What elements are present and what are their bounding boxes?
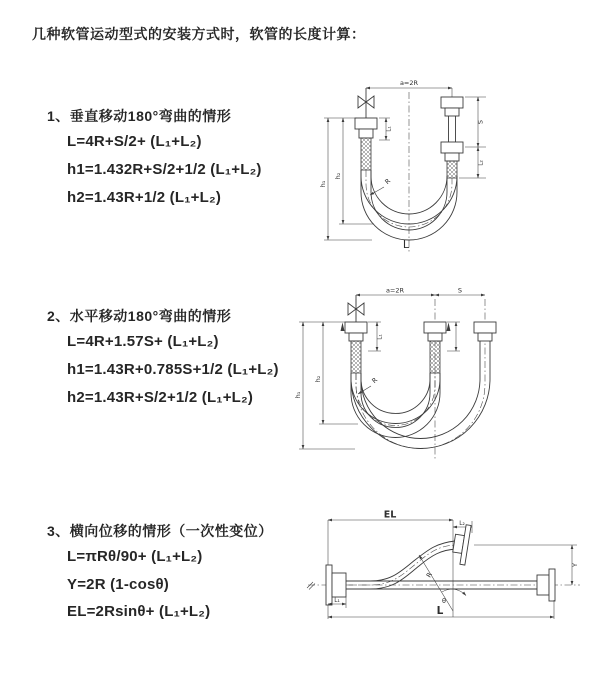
pipe-axis-break-mark xyxy=(307,582,315,590)
l-label: L xyxy=(436,605,444,617)
page-title: 几种软管运动型式的安装方式时，软管的长度计算： xyxy=(32,26,366,42)
l2-label: L₂ xyxy=(459,521,465,527)
dimension-l1 xyxy=(379,118,393,140)
dimension-s xyxy=(435,287,485,295)
section2-heading: 2、水平移动180°弯曲的情形 xyxy=(47,308,232,324)
a2r-label: a=2R xyxy=(399,79,419,87)
valve-icon xyxy=(348,295,364,322)
s-label: S xyxy=(457,287,463,295)
section1-formula-L: L=4R+S/2+ (L₁+L₂) xyxy=(67,133,202,150)
diagram-horizontal-180-bend xyxy=(280,287,550,467)
h2-label: h₂ xyxy=(314,375,322,383)
section3-formula-Y: Y=2R (1-cosθ) xyxy=(67,576,169,593)
braided-hose-section xyxy=(447,161,457,178)
section2-formula-h1: h1=1.43R+0.785S+1/2 (L₁+L₂) xyxy=(67,361,279,378)
section1-heading: 1、垂直移动180°弯曲的情形 xyxy=(47,108,232,124)
right-fitting xyxy=(474,322,496,341)
right-flange-original xyxy=(537,569,555,601)
r-label: R xyxy=(383,177,393,187)
section1-formula-h1: h1=1.432R+S/2+1/2 (L₁+L₂) xyxy=(67,161,262,178)
s-label: S xyxy=(476,119,485,125)
el-label: EL xyxy=(383,509,397,521)
section1-formula-h2: h2=1.43R+1/2 (L₁+L₂) xyxy=(67,189,222,206)
dimension-h1 xyxy=(294,322,355,449)
left-fitting xyxy=(345,322,367,373)
radius-callout xyxy=(370,177,392,195)
diagram-vertical-180-bend xyxy=(300,68,510,263)
diagram-lateral-displacement xyxy=(300,505,600,660)
h2-label: h₂ xyxy=(334,172,342,180)
middle-fitting xyxy=(424,322,446,373)
a2r-label: a=2R xyxy=(385,287,405,295)
dimension-el xyxy=(328,510,453,620)
y-label: Y xyxy=(571,563,579,567)
braided-hose-section xyxy=(361,138,371,170)
l2-label: L₂ xyxy=(478,160,485,166)
dimension-l1 xyxy=(368,322,384,351)
length-label: L xyxy=(402,238,410,251)
hose-u-bends xyxy=(351,373,440,438)
direction-arrow xyxy=(447,323,451,332)
l1-label: L₁ xyxy=(377,334,384,340)
braided-hose-section xyxy=(430,341,440,373)
section2-formula-L: L=4R+1.57S+ (L₁+L₂) xyxy=(67,333,219,350)
section3-heading: 3、横向位移的情形（一次性变位） xyxy=(47,523,273,539)
theta-label: θ xyxy=(442,597,446,605)
r-label: R xyxy=(424,570,434,579)
dimension-a2r xyxy=(356,287,435,295)
pipe-axis-lines xyxy=(356,299,485,323)
left-fitting xyxy=(355,118,377,170)
h1-label: h₁ xyxy=(319,180,327,188)
braided-hose-section xyxy=(351,341,361,373)
l1-label: L₁ xyxy=(386,126,393,132)
hose-swept-position xyxy=(351,341,490,449)
direction-arrow xyxy=(341,323,345,332)
radius-construction xyxy=(419,555,466,611)
section3-formula-L: L=πRθ/90+ (L₁+L₂) xyxy=(67,548,203,565)
h1-label: h₁ xyxy=(294,391,302,399)
section3-formula-EL: EL=2Rsinθ+ (L₁+L₂) xyxy=(67,603,211,620)
right-fitting-upper xyxy=(441,97,463,142)
l1-label: L₁ xyxy=(334,598,340,604)
right-fitting-lower xyxy=(441,142,463,178)
dimension-y xyxy=(474,545,579,585)
displaced-hose-s-curve xyxy=(346,541,456,589)
dimension-l2 xyxy=(478,147,485,178)
r-label: R xyxy=(370,376,380,386)
valve-icon xyxy=(358,88,374,118)
dimension-l xyxy=(328,600,554,619)
section2-formula-h2: h2=1.43R+S/2+1/2 (L₁+L₂) xyxy=(67,389,254,406)
upper-flange-displaced xyxy=(451,523,471,565)
